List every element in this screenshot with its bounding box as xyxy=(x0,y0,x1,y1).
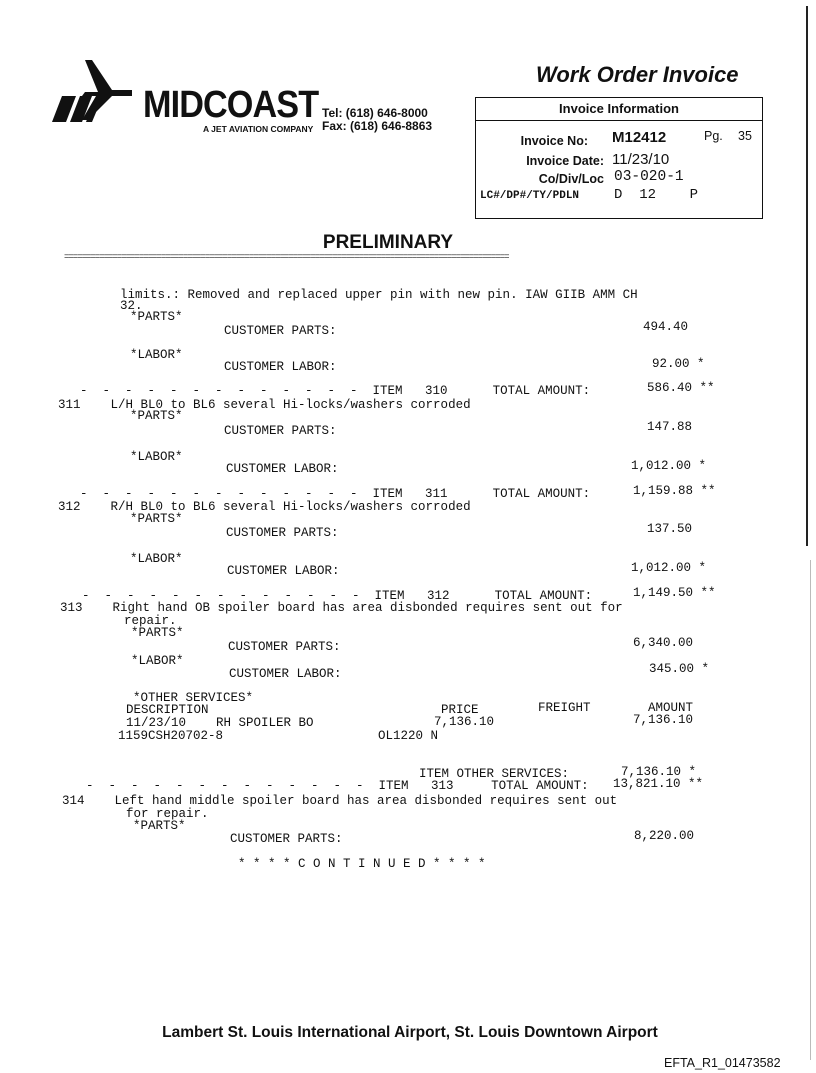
invoice-line: CUSTOMER LABOR: xyxy=(226,462,339,476)
invoice-line: - - - - - - - - - - - - - ITEM 313 TOTAL AMOUNT: xyxy=(86,779,589,793)
page-label: Pg. xyxy=(704,129,723,143)
invoice-date-value: 11/23/10 xyxy=(612,151,670,168)
page-number: 35 xyxy=(738,129,752,143)
invoice-line: *LABOR* xyxy=(130,348,183,362)
codivloc-value: 03-020-1 xyxy=(614,169,684,185)
invoice-line: 92.00 * xyxy=(652,357,705,371)
invoice-line: FREIGHT xyxy=(538,701,591,715)
invoice-no-value: M12412 xyxy=(612,129,667,146)
invoice-line: CUSTOMER LABOR: xyxy=(227,564,340,578)
invoice-line: 1,012.00 * xyxy=(631,459,707,473)
invoice-line: CUSTOMER LABOR: xyxy=(224,360,337,374)
invoice-no-label: Invoice No: xyxy=(520,134,588,148)
invoice-line: 7,136.10 * xyxy=(621,765,697,779)
lc-dp-ty-pdln-label: LC#/DP#/TY/PDLN xyxy=(480,190,580,202)
invoice-line: *PARTS* xyxy=(133,819,186,833)
invoice-line: 7,136.10 xyxy=(633,713,694,727)
invoice-line: AMOUNT xyxy=(648,701,694,715)
invoice-line: 345.00 * xyxy=(649,662,710,676)
company-fax: Fax: (618) 646-8863 xyxy=(322,119,433,133)
invoice-line: OL1220 N xyxy=(378,729,439,743)
invoice-line: *LABOR* xyxy=(131,654,184,668)
invoice-line: *OTHER SERVICES* xyxy=(133,691,254,705)
document-title: Work Order Invoice xyxy=(536,62,739,87)
invoice-line: PRICE xyxy=(441,703,479,717)
company-tel: Tel: (618) 646-8000 xyxy=(322,106,428,120)
invoice-line: 313 Right hand OB spoiler board has area disbonded requires sent out for xyxy=(60,601,623,615)
invoice-line: 1,012.00 * xyxy=(631,561,707,575)
invoice-date-label: Invoice Date: xyxy=(526,154,604,168)
double-rule-divider: ===================================================================================================== xyxy=(64,253,509,261)
invoice-line: DESCRIPTION xyxy=(126,703,209,717)
invoice-line: 1,149.50 ** xyxy=(633,586,716,600)
invoice-line: *PARTS* xyxy=(130,310,183,324)
invoice-line: CUSTOMER PARTS: xyxy=(224,424,337,438)
invoice-line: 311 L/H BL0 to BL6 several Hi-locks/washers corroded xyxy=(58,398,471,412)
invoice-line: 137.50 xyxy=(647,522,693,536)
invoice-line: CUSTOMER PARTS: xyxy=(230,832,343,846)
invoice-line: 32. xyxy=(120,299,143,313)
invoice-line: 494.40 xyxy=(643,320,689,334)
invoice-line: *PARTS* xyxy=(130,512,183,526)
invoice-line: 314 Left hand middle spoiler board has area disbonded requires sent out xyxy=(62,794,618,808)
invoice-line: * * * * C O N T I N U E D * * * * xyxy=(238,857,486,871)
codivloc-label: Co/Div/Loc xyxy=(538,172,604,186)
footer-locations: Lambert St. Louis International Airport, St. Louis Downtown Airport xyxy=(162,1024,658,1041)
invoice-line: 147.88 xyxy=(647,420,693,434)
scan-border-line xyxy=(806,6,808,546)
company-name: MIDCOAST xyxy=(143,84,319,126)
invoice-line: - - - - - - - - - - - - - ITEM 310 TOTAL AMOUNT: xyxy=(80,384,591,398)
invoice-info-box xyxy=(475,97,763,219)
document-id: EFTA_R1_01473582 xyxy=(664,1056,781,1070)
invoice-line: 1,159.88 ** xyxy=(633,484,716,498)
company-phone-block xyxy=(322,107,432,133)
invoice-line: *PARTS* xyxy=(131,626,184,640)
invoice-line: 11/23/10 RH SPOILER BO xyxy=(126,716,314,730)
invoice-line: CUSTOMER PARTS: xyxy=(224,324,337,338)
invoice-line: limits.: Removed and replaced upper pin with new pin. IAW GIIB AMM CH xyxy=(120,288,638,302)
invoice-line: CUSTOMER PARTS: xyxy=(226,526,339,540)
lc-dp-ty-pdln-value: D 12 P xyxy=(614,187,699,203)
invoice-line: 312 R/H BL0 to BL6 several Hi-locks/washers corroded xyxy=(58,500,471,514)
invoice-line: 8,220.00 xyxy=(634,829,695,843)
invoice-line: repair. xyxy=(124,614,177,628)
invoice-line: CUSTOMER LABOR: xyxy=(229,667,342,681)
invoice-line: 586.40 ** xyxy=(647,381,715,395)
company-tagline: A JET AVIATION COMPANY xyxy=(203,124,314,134)
invoice-line: for repair. xyxy=(126,807,209,821)
scan-border-line-faint xyxy=(810,560,811,1060)
invoice-line: - - - - - - - - - - - - - ITEM 312 TOTAL AMOUNT: xyxy=(82,589,593,603)
invoice-line: *LABOR* xyxy=(130,552,183,566)
preliminary-banner: PRELIMINARY xyxy=(322,232,454,253)
midcoast-logo-icon xyxy=(52,58,138,128)
invoice-info-header: Invoice Information xyxy=(476,98,762,121)
invoice-line: 6,340.00 xyxy=(633,636,694,650)
invoice-line: CUSTOMER PARTS: xyxy=(228,640,341,654)
invoice-line: ITEM OTHER SERVICES: xyxy=(419,767,570,781)
invoice-line: 1159CSH20702-8 xyxy=(118,729,224,743)
invoice-line: 7,136.10 xyxy=(434,715,495,729)
invoice-line: *LABOR* xyxy=(130,450,183,464)
invoice-line: *PARTS* xyxy=(130,409,183,423)
invoice-line: - - - - - - - - - - - - - ITEM 311 TOTAL AMOUNT: xyxy=(80,487,591,501)
invoice-line: 13,821.10 ** xyxy=(613,777,704,791)
